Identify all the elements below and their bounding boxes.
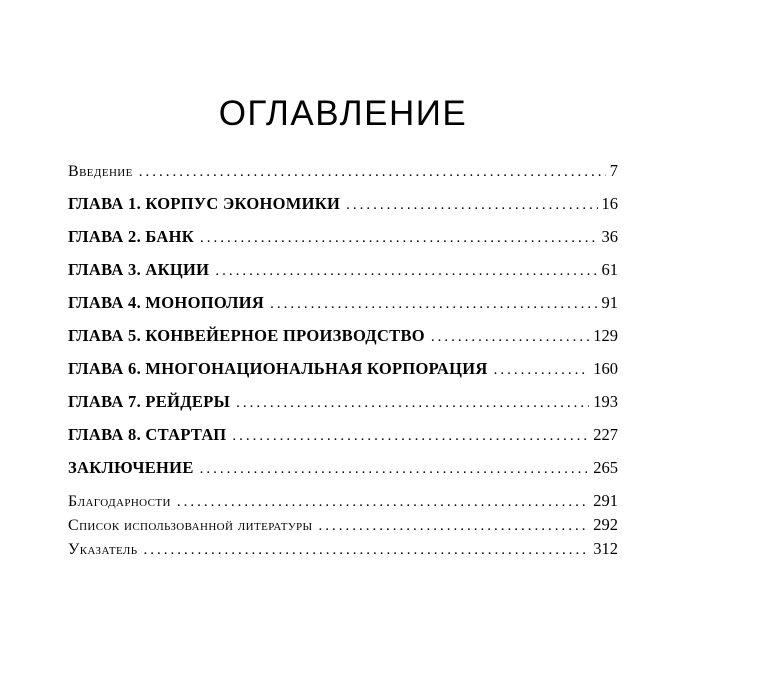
toc-entry-introduction <box>68 161 618 182</box>
page-title: ОГЛАВЛЕНИЕ <box>218 94 468 133</box>
toc-entry-page: 61 <box>601 260 618 279</box>
toc-entry-label: ГЛАВА 5. КОНВЕЙЕРНОЕ ПРОИЗВОДСТВО <box>68 326 425 345</box>
toc-entry-label: ГЛАВА 1. КОРПУС ЭКОНОМИКИ <box>68 194 341 213</box>
toc-entry-page: 292 <box>593 515 618 534</box>
toc-entry-chapter-7 <box>68 392 618 413</box>
toc-entry-label: ГЛАВА 8. СТАРТАП <box>68 425 227 444</box>
dot-leader <box>215 261 597 281</box>
toc-entry-page: 291 <box>593 491 618 510</box>
toc-entry-bibliography <box>68 515 618 536</box>
toc-entry-page: 160 <box>593 359 618 378</box>
dot-leader <box>494 360 590 380</box>
dot-leader <box>139 162 606 182</box>
toc-entry-label: Благодарности <box>68 493 171 510</box>
table-of-contents <box>68 161 618 560</box>
dot-leader <box>177 492 589 512</box>
toc-entry-chapter-2 <box>68 227 618 248</box>
toc-entry-conclusion <box>68 458 618 479</box>
toc-entry-label: ГЛАВА 4. МОНОПОЛИЯ <box>68 293 265 312</box>
toc-entry-page: 16 <box>601 194 618 213</box>
toc-entry-chapter-1 <box>68 194 618 215</box>
toc-entry-page: 193 <box>593 392 618 411</box>
toc-entry-page: 36 <box>601 227 618 246</box>
toc-entry-page: 227 <box>593 425 618 444</box>
toc-entry-page: 265 <box>593 458 618 477</box>
toc-entry-chapter-5 <box>68 326 618 347</box>
toc-entry-page: 91 <box>601 293 618 312</box>
toc-content <box>68 0 618 563</box>
toc-entry-label: Указатель <box>68 541 138 558</box>
toc-entry-page: 312 <box>593 539 618 558</box>
toc-entry-label: ГЛАВА 7. РЕЙДЕРЫ <box>68 392 231 411</box>
toc-entry-chapter-8 <box>68 425 618 446</box>
toc-entry-page: 129 <box>593 326 618 345</box>
toc-entry-acknowledgements <box>68 491 618 512</box>
toc-entry-index <box>68 539 618 560</box>
dot-leader <box>270 294 597 314</box>
toc-entry-label: Введение <box>68 163 133 180</box>
toc-entry-label: ГЛАВА 6. МНОГОНАЦИОНАЛЬНАЯ КОРПОРАЦИЯ <box>68 359 488 378</box>
dot-leader <box>144 540 590 560</box>
toc-entry-label: ГЛАВА 3. АКЦИИ <box>68 260 210 279</box>
toc-entry-page: 7 <box>609 161 618 180</box>
dot-leader <box>431 327 589 347</box>
toc-entry-label: Список использованной литературы <box>68 517 313 534</box>
dot-leader <box>236 393 589 413</box>
dot-leader <box>200 459 590 479</box>
dot-leader <box>319 516 590 536</box>
dot-leader <box>232 426 589 446</box>
dot-leader <box>200 228 597 248</box>
dot-leader <box>346 195 597 215</box>
toc-entry-label: ЗАКЛЮЧЕНИЕ <box>68 458 194 477</box>
toc-entry-chapter-6 <box>68 359 618 380</box>
toc-entry-chapter-4 <box>68 293 618 314</box>
toc-entry-chapter-3 <box>68 260 618 281</box>
toc-entry-label: ГЛАВА 2. БАНК <box>68 227 195 246</box>
